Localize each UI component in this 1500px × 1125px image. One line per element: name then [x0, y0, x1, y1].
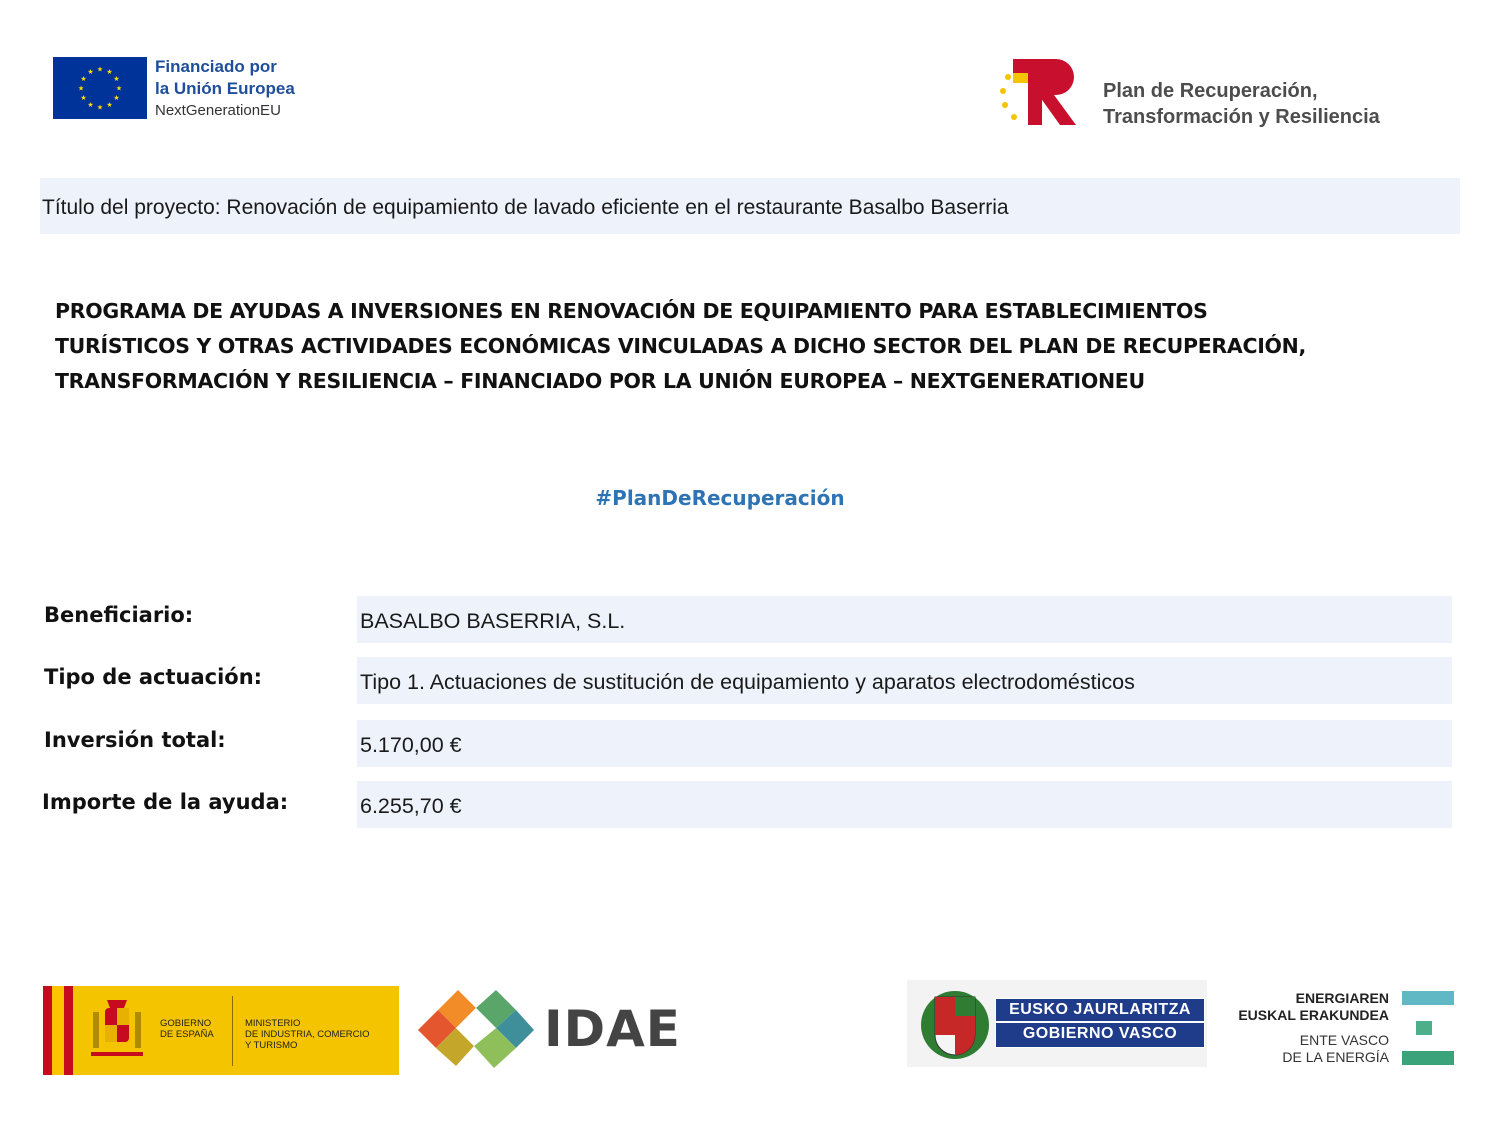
program-line-2: TURÍSTICOS Y OTRAS ACTIVIDADES ECONÓMICAS VINCULADAS A DICHO SECTOR DEL PLAN DE RECUPERACIÓN, — [55, 334, 1306, 358]
eusko-line-2: GOBIERNO VASCO — [1022, 1025, 1178, 1042]
hashtag: #PlanDeRecuperación — [595, 486, 845, 510]
idae-text: IDAE — [544, 1000, 681, 1058]
project-title-bar — [40, 178, 1460, 234]
tipo-value-box — [357, 657, 1452, 704]
gobierno-line-1: GOBIERNO — [160, 1018, 212, 1029]
eu-star: ★ — [106, 101, 113, 109]
program-line-3: TRANSFORMACIÓN Y RESILIENCIA – FINANCIADO POR LA UNIÓN EUROPEA – NEXTGENERATIONEU — [55, 369, 1145, 393]
tipo-value: Tipo 1. Actuaciones de sustitución de equipamiento y aparatos electrodomésticos — [360, 670, 1135, 694]
program-heading — [55, 294, 1455, 399]
beneficiario-value: BASALBO BASERRIA, S.L. — [360, 609, 626, 633]
prtr-logo-text — [1103, 78, 1463, 130]
eu-star: ★ — [106, 69, 113, 77]
prtr-line-1: Plan de Recuperación, — [1103, 80, 1318, 102]
importe-label: Importe de la ayuda: — [42, 790, 289, 814]
eve-logo-icon — [1400, 987, 1456, 1069]
inversion-value: 5.170,00 € — [360, 733, 462, 757]
importe-value: 6.255,70 € — [360, 794, 462, 818]
ministerio-line-1: MINISTERIO — [245, 1018, 301, 1029]
eu-star: ★ — [77, 85, 85, 93]
basque-shield-icon — [920, 985, 990, 1063]
prtr-tr-icon — [996, 57, 1086, 129]
tipo-label: Tipo de actuación: — [44, 665, 263, 689]
eu-funding-text — [155, 56, 355, 122]
eu-line-2: la Unión Europea — [155, 79, 295, 98]
eve-spanish-text — [1225, 1032, 1389, 1066]
eu-star: ★ — [96, 66, 104, 74]
importe-value-box — [357, 781, 1452, 828]
gobierno-separator — [232, 996, 233, 1066]
idae-logo-icon — [416, 988, 536, 1072]
eu-line-1: Financiado por — [155, 57, 277, 76]
eu-star: ★ — [96, 104, 104, 112]
eu-star: ★ — [113, 76, 120, 83]
gobierno-line-2: DE ESPAÑA — [160, 1029, 214, 1040]
eve-line-2: EUSKAL ERAKUNDEA — [1238, 1007, 1389, 1023]
eve-basque-text — [1225, 990, 1389, 1024]
ministerio-text — [245, 1018, 370, 1051]
prtr-line-2: Transformación y Resiliencia — [1103, 106, 1380, 128]
eve-line-4: DE LA ENERGÍA — [1282, 1049, 1389, 1065]
eu-star: ★ — [80, 76, 87, 83]
inversion-value-box — [357, 720, 1452, 767]
spain-flag-yellow — [52, 986, 64, 1075]
eve-line-3: ENTE VASCO — [1299, 1032, 1389, 1048]
ministerio-line-3: Y TURISMO — [245, 1040, 298, 1051]
ministerio-line-2: DE INDUSTRIA, COMERCIO — [245, 1029, 370, 1040]
eu-flag-logo — [53, 57, 147, 119]
prtr-logo-mark — [996, 57, 1086, 129]
beneficiario-value-box — [357, 596, 1452, 643]
beneficiario-label: Beneficiario: — [44, 603, 194, 627]
eve-line-1: ENERGIAREN — [1295, 990, 1389, 1006]
coat-of-arms-icon — [85, 994, 145, 1066]
eu-star: ★ — [115, 85, 123, 93]
eu-line-3: NextGenerationEU — [155, 102, 281, 119]
eusko-line-1: EUSKO JAURLARITZA — [996, 999, 1204, 1023]
inversion-label: Inversión total: — [44, 728, 226, 752]
gobierno-text — [160, 1018, 214, 1040]
eu-star: ★ — [113, 95, 120, 102]
program-line-1: PROGRAMA DE AYUDAS A INVERSIONES EN RENOVACIÓN DE EQUIPAMIENTO PARA ESTABLECIMIENTOS — [55, 299, 1208, 323]
eu-star: ★ — [87, 101, 94, 109]
eu-star: ★ — [87, 69, 94, 77]
eusko-banner — [995, 998, 1205, 1048]
project-title: Título del proyecto: Renovación de equipamiento de lavado eficiente en el restaurante Basalbo Baserria — [42, 196, 1009, 219]
eu-stars-icon — [53, 57, 147, 119]
eu-star: ★ — [80, 95, 87, 102]
